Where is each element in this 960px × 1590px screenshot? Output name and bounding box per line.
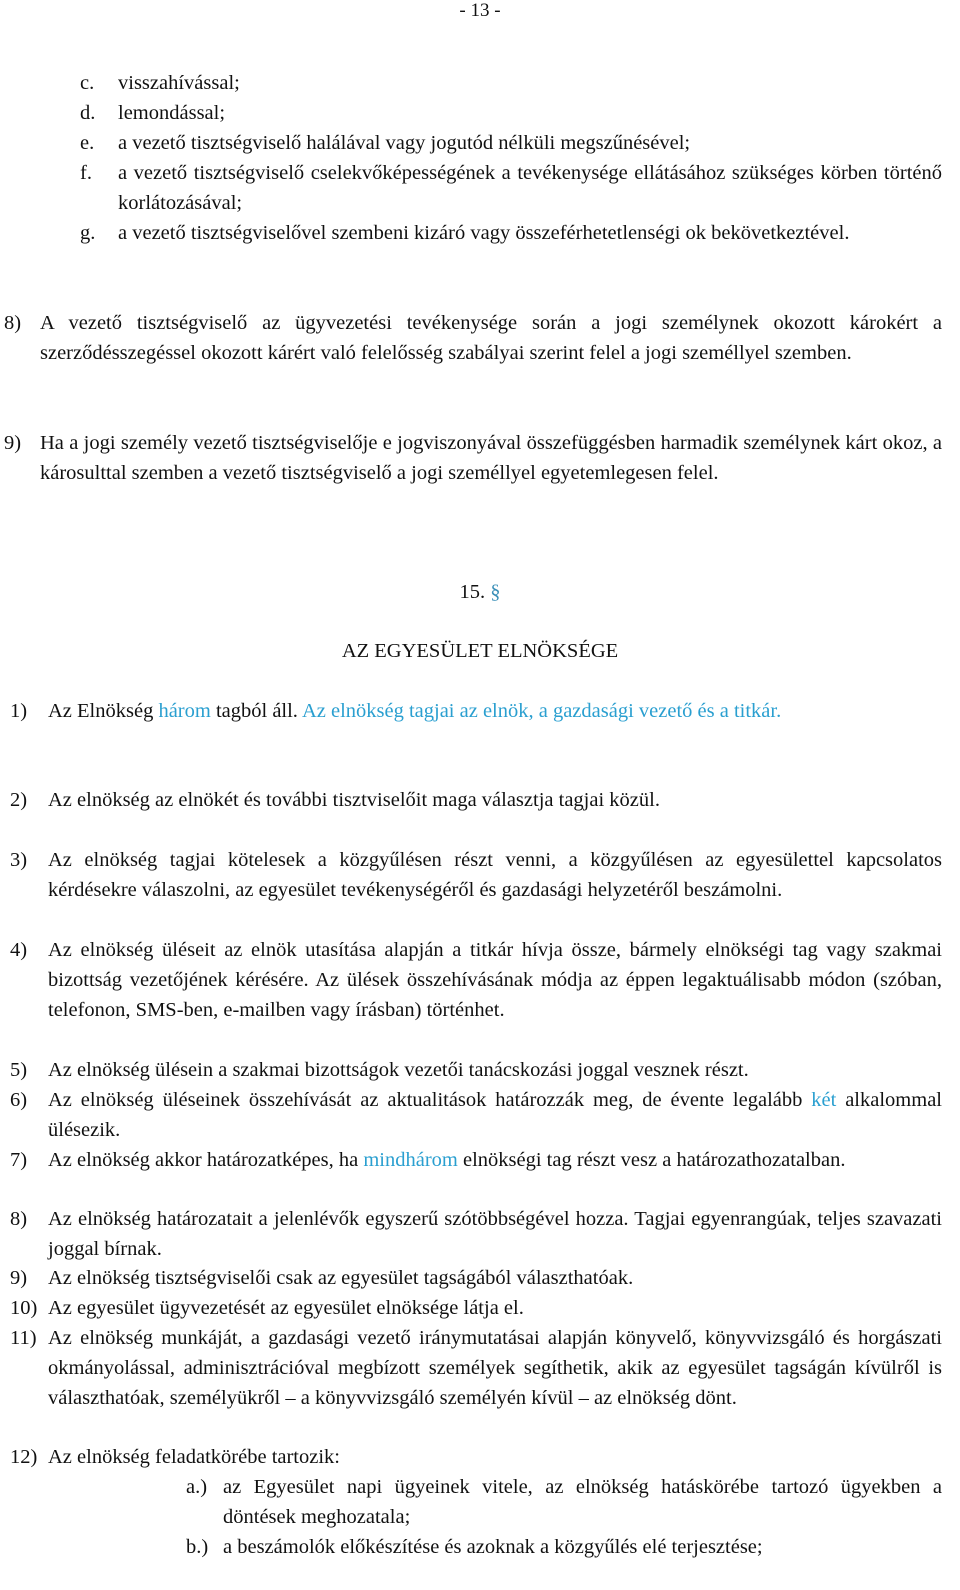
paragraph-number: 9) xyxy=(4,432,22,454)
item-text: Az egyesület ügyvezetését az egyesület elnöksége látja el. xyxy=(48,1297,524,1319)
list-item-12 xyxy=(0,1442,960,1472)
sub-item-text: az Egyesület napi ügyeinek vitele, az elnökség hatáskörébe tartozó ügyekben a döntések meghozatala; xyxy=(223,1476,942,1528)
section-symbol: § xyxy=(490,581,501,603)
sub-item-b xyxy=(0,1532,960,1562)
list-item xyxy=(0,128,960,158)
item-number: 8) xyxy=(10,1208,28,1230)
list-label: c. xyxy=(80,72,95,94)
list-label: d. xyxy=(80,102,96,124)
highlight-text: mindhárom xyxy=(363,1149,458,1171)
section-title: AZ EGYESÜLET ELNÖKSÉGE xyxy=(341,640,619,662)
list-text: visszahívással; xyxy=(118,72,240,94)
item-number: 12) xyxy=(10,1446,38,1468)
paragraph-text: Ha a jogi személy vezető tisztségviselője e jogviszonyával összefüggésben harmadik személynek kárt okoz, a károsulttal szemben a vezető tisztségviselő a jogi személlyel egyetemlegesen felel. xyxy=(40,432,942,484)
list-text: a vezető tisztségviselő cselekvőképességének a tevékenysége ellátásához szükséges körben történő korlátozásával; xyxy=(118,162,942,214)
item-text: Az elnökség tisztségviselői csak az egyesület tagságából választhatóak. xyxy=(48,1267,634,1289)
item-number: 5) xyxy=(10,1059,28,1081)
paragraph-number: 8) xyxy=(4,312,22,334)
list-label: e. xyxy=(80,132,95,154)
list-text: a vezető tisztségviselővel szembeni kizáró vagy összeférhetetlenségi ok bekövetkeztével. xyxy=(118,222,850,244)
sub-item-text: a beszámolók előkészítése és azoknak a közgyűlés elé terjesztése; xyxy=(223,1536,763,1558)
item-number: 1) xyxy=(10,700,28,722)
list-label: f. xyxy=(80,162,92,184)
sub-item-a xyxy=(0,1472,960,1532)
item-text: Az elnökség az elnökét és további tisztviselőit maga választja tagjai közül. xyxy=(48,789,660,811)
item-number: 2) xyxy=(10,789,28,811)
highlight-text: két xyxy=(811,1089,837,1111)
item-text: Az elnökség határozatait a jelenlévők egyszerű szótöbbségével hozza. Tagjai egyenrangúak, teljes szavazati joggal bírnak. xyxy=(48,1208,942,1260)
highlight-text: Az elnökség tagjai az elnök, a gazdasági vezető és a titkár. xyxy=(301,700,782,722)
item-text: Az elnökség tagjai kötelesek a közgyűlésen részt venni, a közgyűlésen az egyesülettel kapcsolatos kérdésekre válaszolni, az egyesület tevékenységéről és gazdasági helyzetéről beszámolni. xyxy=(48,849,942,901)
section-number: 15. § xyxy=(459,581,501,603)
list-text: a vezető tisztségviselő halálával vagy jogutód nélküli megszűnésével; xyxy=(118,132,691,154)
item-number: 9) xyxy=(10,1267,28,1289)
sub-item-label: b.) xyxy=(186,1536,209,1558)
item-text: Az elnökség üléseinek összehívását az aktualitások határozzák meg, de évente legalább két alkalommal ülésezik. xyxy=(48,1089,942,1141)
list-item xyxy=(0,158,960,218)
list-item-3 xyxy=(0,845,960,905)
list-item-6 xyxy=(0,1085,960,1145)
item-number: 3) xyxy=(10,849,28,871)
list-item-4 xyxy=(0,935,960,1025)
prev-paragraph-8 xyxy=(0,308,960,368)
item-number: 7) xyxy=(10,1149,28,1171)
item-number: 6) xyxy=(10,1089,28,1111)
top-list xyxy=(0,68,960,248)
list-item-5 xyxy=(0,1055,960,1085)
item-number: 4) xyxy=(10,939,28,961)
list-label: g. xyxy=(80,222,96,244)
list-item-8 xyxy=(0,1204,960,1264)
list-item-7 xyxy=(0,1145,960,1175)
item-text: Az elnökség üléseit az elnök utasítása alapján a titkár hívja össze, bármely elnökségi tag vagy szakmai bizottság vezetőjének kérésére. Az ülések összehívásának módja az éppen legaktuálisabb módon (szóban, telefonon, SMS-ben, e-mailben vagy írásban) történhet. xyxy=(48,939,942,1021)
prev-paragraph-9 xyxy=(0,428,960,488)
page-number: - 13 - xyxy=(459,0,501,21)
paragraph-text: A vezető tisztségviselő az ügyvezetési tevékenysége során a jogi személynek okozott károkért a szerződésszegéssel okozott kárért való felelősség szabályai szerint felel a jogi személlyel szemben. xyxy=(40,312,942,364)
item-number: 11) xyxy=(10,1327,37,1349)
item-number: 10) xyxy=(10,1297,38,1319)
list-item xyxy=(0,218,960,248)
list-item-10 xyxy=(0,1293,960,1323)
item-text: Az elnökség akkor határozatképes, ha mindhárom elnökségi tag részt vesz a határozathozatalban. xyxy=(48,1149,846,1171)
item-text: Az Elnökség három tagból áll. Az elnökség tagjai az elnök, a gazdasági vezető és a titkár. xyxy=(48,700,782,722)
list-text: lemondással; xyxy=(118,102,226,124)
list-item-9 xyxy=(0,1263,960,1293)
list-item-11 xyxy=(0,1323,960,1413)
item-text: Az elnökség munkáját, a gazdasági vezető iránymutatásai alapján könyvelő, könyvvizsgáló és horgászati okmányolással, adminisztrációval megbízott személyek segíthetik, akik az egyesület tagságán kívülről is választhatóak, személyükről – a könyvvizsgáló személyén kívül – az elnökség dönt. xyxy=(48,1327,942,1409)
item-text: Az elnökség ülésein a szakmai bizottságok vezetői tanácskozási joggal vesznek részt. xyxy=(48,1059,749,1081)
list-item xyxy=(0,68,960,98)
highlight-text: három xyxy=(158,700,211,722)
item-text: Az elnökség feladatkörébe tartozik: xyxy=(48,1446,340,1468)
list-item-1 xyxy=(0,696,960,726)
sub-item-label: a.) xyxy=(186,1476,208,1498)
list-item xyxy=(0,98,960,128)
list-item-2 xyxy=(0,785,960,815)
